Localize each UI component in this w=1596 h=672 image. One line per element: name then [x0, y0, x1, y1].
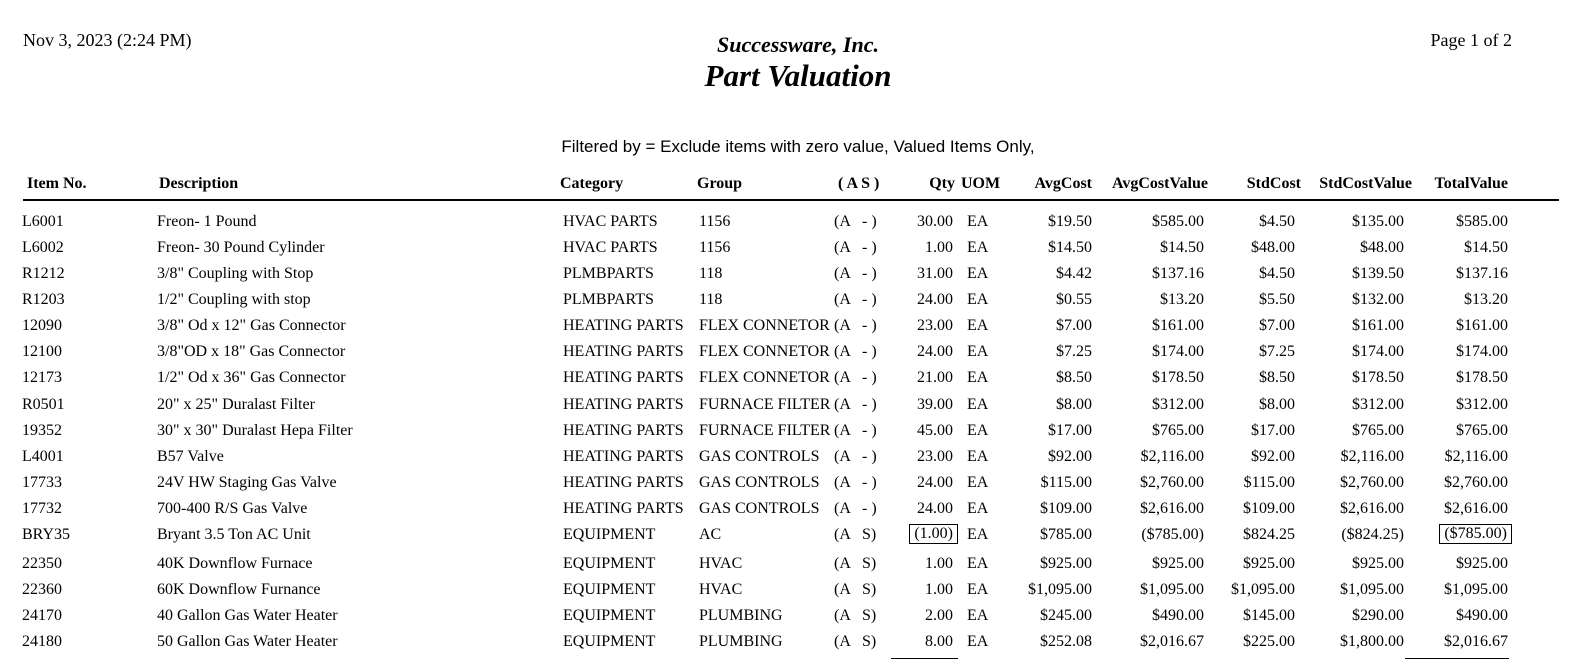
cell-a-flag: (A: [834, 555, 851, 572]
cell-avg-cost-value: $2,760.00: [1140, 474, 1204, 491]
cell-s-flag: - ): [862, 396, 877, 413]
cell-a-flag: (A: [834, 239, 851, 256]
cell-qty: 31.00: [917, 265, 953, 282]
cell-description: 3/8"OD x 18" Gas Connector: [157, 343, 346, 360]
cell-avg-cost: $8.00: [1056, 396, 1092, 413]
cell-group: 1156: [699, 213, 731, 230]
cell-avg-cost-value: $174.00: [1152, 343, 1204, 360]
cell-item-no: 19352: [22, 422, 62, 439]
cell-avg-cost: $17.00: [1048, 422, 1092, 439]
cell-std-cost-value: $2,616.00: [1340, 500, 1404, 517]
header-category: Category: [560, 175, 624, 192]
cell-total-value: $490.00: [1456, 607, 1508, 624]
cell-std-cost: $225.00: [1243, 633, 1295, 650]
cell-total-value: $925.00: [1456, 555, 1508, 572]
cell-avg-cost-value: $490.00: [1152, 607, 1204, 624]
cell-description: 40K Downflow Furnace: [157, 555, 313, 572]
cell-avg-cost-value: $13.20: [1160, 291, 1204, 308]
cell-group: PLUMBING: [699, 607, 783, 624]
cell-description: B57 Valve: [157, 448, 224, 465]
cell-avg-cost-value: $2,116.00: [1140, 448, 1204, 465]
cell-group: PLUMBING: [699, 633, 783, 650]
cell-std-cost: $48.00: [1251, 239, 1295, 256]
header-group: Group: [697, 175, 743, 192]
table-row: [0, 474, 1596, 500]
cell-s-flag: S): [862, 633, 877, 650]
cell-avg-cost: $115.00: [1040, 474, 1092, 491]
cell-a-flag: (A: [834, 500, 851, 517]
report-date: Nov 3, 2023 (2:24 PM): [23, 30, 192, 50]
cell-std-cost: $824.25: [1243, 526, 1295, 543]
cell-avg-cost-value: $585.00: [1152, 213, 1204, 230]
cell-total-value: $765.00: [1456, 422, 1508, 439]
cell-total-value: $137.16: [1456, 265, 1508, 282]
table-row: [0, 526, 1596, 552]
cell-group: FLEX CONNETOR: [699, 343, 830, 360]
page-number: Page 1 of 2: [1430, 30, 1512, 50]
cell-qty: 30.00: [917, 213, 953, 230]
cell-std-cost: $115.00: [1243, 474, 1295, 491]
cell-avg-cost: $109.00: [1040, 500, 1092, 517]
cell-group: FLEX CONNETOR: [699, 317, 830, 334]
cell-s-flag: - ): [862, 474, 877, 491]
cell-group: HVAC: [699, 581, 743, 598]
cell-total-value: $161.00: [1456, 317, 1508, 334]
cell-a-flag: (A: [834, 474, 851, 491]
cell-avg-cost: $92.00: [1048, 448, 1092, 465]
table-row: [0, 317, 1596, 343]
cell-avg-cost-value: $2,016.67: [1140, 633, 1204, 650]
cell-item-no: R1203: [22, 291, 65, 308]
cell-std-cost-value: $48.00: [1360, 239, 1404, 256]
cell-description: 1/2" Coupling with stop: [157, 291, 311, 308]
cell-std-cost-value: $925.00: [1352, 555, 1404, 572]
cell-group: FLEX CONNETOR: [699, 369, 830, 386]
cell-avg-cost-value: $765.00: [1152, 422, 1204, 439]
cell-item-no: L4001: [22, 448, 64, 465]
cell-uom: EA: [967, 396, 989, 413]
cell-std-cost: $4.50: [1259, 213, 1295, 230]
cell-std-cost-value: $161.00: [1352, 317, 1404, 334]
header-std-cost-value: StdCostValue: [1319, 175, 1412, 192]
cell-category: HEATING PARTS: [563, 343, 684, 360]
cell-category: EQUIPMENT: [563, 607, 656, 624]
cell-group: GAS CONTROLS: [699, 500, 820, 517]
cell-s-flag: S): [862, 581, 877, 598]
cell-std-cost-value: $2,116.00: [1340, 448, 1404, 465]
cell-avg-cost-value: ($785.00): [1141, 526, 1204, 543]
cell-item-no: L6001: [22, 213, 64, 230]
cell-a-flag: (A: [834, 581, 851, 598]
header-total-value: TotalValue: [1434, 175, 1508, 192]
cell-uom: EA: [967, 265, 989, 282]
cell-group: 118: [699, 265, 723, 282]
cell-s-flag: S): [862, 526, 877, 543]
cell-group: GAS CONTROLS: [699, 448, 820, 465]
cell-s-flag: - ): [862, 369, 877, 386]
cell-item-no: 17732: [22, 500, 62, 517]
cell-std-cost: $92.00: [1251, 448, 1295, 465]
cell-std-cost-value: $1,800.00: [1340, 633, 1404, 650]
header-uom: UOM: [961, 175, 1001, 192]
cell-category: HVAC PARTS: [563, 239, 658, 256]
qty-underline: [891, 658, 958, 659]
cell-uom: EA: [967, 526, 989, 543]
table-row: [0, 448, 1596, 474]
cell-group: GAS CONTROLS: [699, 474, 820, 491]
cell-std-cost: $7.00: [1259, 317, 1295, 334]
cell-total-value: $2,760.00: [1444, 474, 1508, 491]
cell-uom: EA: [967, 291, 989, 308]
cell-avg-cost-value: $178.50: [1152, 369, 1204, 386]
cell-uom: EA: [967, 213, 989, 230]
cell-a-flag: (A: [834, 422, 851, 439]
cell-uom: EA: [967, 422, 989, 439]
cell-item-no: 12100: [22, 343, 62, 360]
cell-item-no: 22350: [22, 555, 62, 572]
header-avg-cost: AvgCost: [1034, 175, 1092, 192]
table-row: [0, 265, 1596, 291]
cell-qty: 1.00: [925, 555, 953, 572]
cell-item-no: 24170: [22, 607, 62, 624]
header-avg-cost-value: AvgCostValue: [1111, 175, 1208, 192]
header-item-no: Item No.: [27, 175, 87, 192]
cell-std-cost: $8.50: [1259, 369, 1295, 386]
cell-total-value: $174.00: [1456, 343, 1508, 360]
cell-description: 3/8" Coupling with Stop: [157, 265, 314, 282]
cell-category: HEATING PARTS: [563, 317, 684, 334]
cell-qty: 24.00: [917, 343, 953, 360]
cell-uom: EA: [967, 474, 989, 491]
cell-avg-cost-value: $1,095.00: [1140, 581, 1204, 598]
cell-avg-cost-value: $14.50: [1160, 239, 1204, 256]
cell-std-cost-value: $132.00: [1352, 291, 1404, 308]
cell-category: HEATING PARTS: [563, 474, 684, 491]
cell-std-cost: $7.25: [1259, 343, 1295, 360]
cell-item-no: BRY35: [22, 526, 71, 543]
cell-item-no: 12090: [22, 317, 62, 334]
cell-avg-cost: $245.00: [1040, 607, 1092, 624]
cell-a-flag: (A: [834, 448, 851, 465]
cell-group: AC: [699, 526, 722, 543]
cell-s-flag: - ): [862, 422, 877, 439]
cell-avg-cost: $252.08: [1040, 633, 1092, 650]
cell-category: EQUIPMENT: [563, 555, 656, 572]
table-row: [0, 633, 1596, 659]
cell-avg-cost-value: $2,616.00: [1140, 500, 1204, 517]
cell-std-cost-value: $2,760.00: [1340, 474, 1404, 491]
cell-qty: 1.00: [925, 581, 953, 598]
cell-category: HVAC PARTS: [563, 213, 658, 230]
cell-group: FURNACE FILTER: [699, 422, 831, 439]
cell-total-value: $14.50: [1464, 239, 1508, 256]
cell-avg-cost: $19.50: [1048, 213, 1092, 230]
table-row: [0, 291, 1596, 317]
cell-uom: EA: [967, 369, 989, 386]
cell-total-value: $2,616.00: [1444, 500, 1508, 517]
cell-a-flag: (A: [834, 396, 851, 413]
table-row: [0, 239, 1596, 265]
cell-description: Bryant 3.5 Ton AC Unit: [157, 526, 311, 543]
cell-avg-cost-value: $312.00: [1152, 396, 1204, 413]
cell-std-cost: $109.00: [1243, 500, 1295, 517]
cell-description: 3/8" Od x 12" Gas Connector: [157, 317, 346, 334]
cell-item-no: 12173: [22, 369, 62, 386]
cell-description: 20" x 25" Duralast Filter: [157, 396, 315, 413]
cell-total-value: $1,095.00: [1444, 581, 1508, 598]
cell-uom: EA: [967, 317, 989, 334]
company-name: Successware, Inc.: [717, 32, 879, 57]
cell-category: EQUIPMENT: [563, 581, 656, 598]
header-as: ( A S ): [838, 175, 880, 192]
cell-std-cost-value: ($824.25): [1341, 526, 1404, 543]
cell-a-flag: (A: [834, 291, 851, 308]
cell-group: 1156: [699, 239, 731, 256]
table-row: [0, 422, 1596, 448]
cell-s-flag: - ): [862, 448, 877, 465]
cell-qty: 39.00: [917, 396, 953, 413]
cell-avg-cost: $0.55: [1056, 291, 1092, 308]
cell-total-value: $585.00: [1456, 213, 1508, 230]
cell-std-cost: $145.00: [1243, 607, 1295, 624]
cell-std-cost-value: $139.50: [1352, 265, 1404, 282]
header-description: Description: [159, 175, 239, 192]
cell-std-cost-value: $135.00: [1352, 213, 1404, 230]
table-row: [0, 369, 1596, 395]
cell-description: Freon- 1 Pound: [157, 213, 257, 230]
cell-std-cost: $4.50: [1259, 265, 1295, 282]
cell-item-no: 24180: [22, 633, 62, 650]
cell-qty: 24.00: [917, 291, 953, 308]
cell-std-cost-value: $290.00: [1352, 607, 1404, 624]
table-row: [0, 396, 1596, 422]
cell-qty: 24.00: [917, 500, 953, 517]
cell-avg-cost-value: $925.00: [1152, 555, 1204, 572]
cell-description: 30" x 30" Duralast Hepa Filter: [157, 422, 353, 439]
cell-avg-cost: $925.00: [1040, 555, 1092, 572]
cell-description: Freon- 30 Pound Cylinder: [157, 239, 325, 256]
header-std-cost: StdCost: [1246, 175, 1301, 192]
cell-s-flag: S): [862, 555, 877, 572]
cell-total-value: ($785.00): [1439, 524, 1512, 544]
cell-category: PLMBPARTS: [563, 265, 654, 282]
cell-avg-cost-value: $161.00: [1152, 317, 1204, 334]
cell-avg-cost: $7.25: [1056, 343, 1092, 360]
cell-category: EQUIPMENT: [563, 526, 656, 543]
cell-a-flag: (A: [834, 213, 851, 230]
filter-description: Filtered by = Exclude items with zero value, Valued Items Only,: [561, 137, 1035, 156]
cell-qty: 24.00: [917, 474, 953, 491]
cell-description: 50 Gallon Gas Water Heater: [157, 633, 338, 650]
cell-category: HEATING PARTS: [563, 448, 684, 465]
cell-description: 60K Downflow Furnance: [157, 581, 321, 598]
cell-item-no: 22360: [22, 581, 62, 598]
cell-group: FURNACE FILTER: [699, 396, 831, 413]
cell-qty: 1.00: [925, 239, 953, 256]
cell-uom: EA: [967, 555, 989, 572]
cell-uom: EA: [967, 343, 989, 360]
cell-avg-cost: $8.50: [1056, 369, 1092, 386]
cell-uom: EA: [967, 607, 989, 624]
cell-uom: EA: [967, 239, 989, 256]
table-row: [0, 343, 1596, 369]
cell-qty: 23.00: [917, 448, 953, 465]
cell-qty: 2.00: [925, 607, 953, 624]
cell-uom: EA: [967, 581, 989, 598]
cell-s-flag: - ): [862, 343, 877, 360]
cell-s-flag: - ): [862, 500, 877, 517]
cell-std-cost: $8.00: [1259, 396, 1295, 413]
cell-avg-cost: $7.00: [1056, 317, 1092, 334]
cell-item-no: L6002: [22, 239, 64, 256]
cell-avg-cost: $785.00: [1040, 526, 1092, 543]
cell-avg-cost-value: $137.16: [1152, 265, 1204, 282]
report-title: Part Valuation: [704, 58, 892, 93]
cell-category: HEATING PARTS: [563, 369, 684, 386]
cell-total-value: $312.00: [1456, 396, 1508, 413]
cell-a-flag: (A: [834, 633, 851, 650]
cell-s-flag: - ): [862, 213, 877, 230]
table-row: [0, 213, 1596, 239]
cell-uom: EA: [967, 500, 989, 517]
cell-category: HEATING PARTS: [563, 396, 684, 413]
cell-group: 118: [699, 291, 723, 308]
cell-std-cost-value: $174.00: [1352, 343, 1404, 360]
cell-std-cost-value: $1,095.00: [1340, 581, 1404, 598]
total-underline: [1405, 658, 1509, 659]
cell-description: 700-400 R/S Gas Valve: [157, 500, 308, 517]
cell-qty: 21.00: [917, 369, 953, 386]
cell-category: HEATING PARTS: [563, 500, 684, 517]
cell-a-flag: (A: [834, 317, 851, 334]
cell-std-cost-value: $312.00: [1352, 396, 1404, 413]
header-rule: [23, 199, 1559, 201]
cell-uom: EA: [967, 448, 989, 465]
cell-item-no: R1212: [22, 265, 65, 282]
cell-s-flag: - ): [862, 291, 877, 308]
cell-a-flag: (A: [834, 369, 851, 386]
cell-avg-cost: $4.42: [1056, 265, 1092, 282]
cell-std-cost: $1,095.00: [1231, 581, 1295, 598]
cell-a-flag: (A: [834, 265, 851, 282]
cell-item-no: 17733: [22, 474, 62, 491]
cell-description: 24V HW Staging Gas Valve: [157, 474, 337, 491]
cell-a-flag: (A: [834, 526, 851, 543]
cell-avg-cost: $1,095.00: [1028, 581, 1092, 598]
cell-qty: 23.00: [917, 317, 953, 334]
table-row: [0, 500, 1596, 526]
cell-group: HVAC: [699, 555, 743, 572]
cell-description: 1/2" Od x 36" Gas Connector: [157, 369, 346, 386]
cell-description: 40 Gallon Gas Water Heater: [157, 607, 338, 624]
cell-std-cost: $5.50: [1259, 291, 1295, 308]
cell-category: PLMBPARTS: [563, 291, 654, 308]
cell-std-cost: $925.00: [1243, 555, 1295, 572]
cell-qty: 8.00: [925, 633, 953, 650]
cell-a-flag: (A: [834, 607, 851, 624]
cell-s-flag: - ): [862, 239, 877, 256]
cell-total-value: $2,016.67: [1444, 633, 1508, 650]
cell-uom: EA: [967, 633, 989, 650]
cell-s-flag: - ): [862, 317, 877, 334]
cell-total-value: $2,116.00: [1444, 448, 1508, 465]
cell-std-cost: $17.00: [1251, 422, 1295, 439]
cell-qty: (1.00): [909, 524, 958, 544]
header-qty: Qty: [929, 175, 955, 192]
cell-std-cost-value: $178.50: [1352, 369, 1404, 386]
cell-total-value: $13.20: [1464, 291, 1508, 308]
cell-item-no: R0501: [22, 396, 65, 413]
table-row: [0, 581, 1596, 607]
cell-avg-cost: $14.50: [1048, 239, 1092, 256]
cell-category: HEATING PARTS: [563, 422, 684, 439]
cell-total-value: $178.50: [1456, 369, 1508, 386]
cell-category: EQUIPMENT: [563, 633, 656, 650]
cell-s-flag: - ): [862, 265, 877, 282]
cell-std-cost-value: $765.00: [1352, 422, 1404, 439]
table-row: [0, 607, 1596, 633]
cell-s-flag: S): [862, 607, 877, 624]
cell-a-flag: (A: [834, 343, 851, 360]
cell-qty: 45.00: [917, 422, 953, 439]
table-row: [0, 555, 1596, 581]
